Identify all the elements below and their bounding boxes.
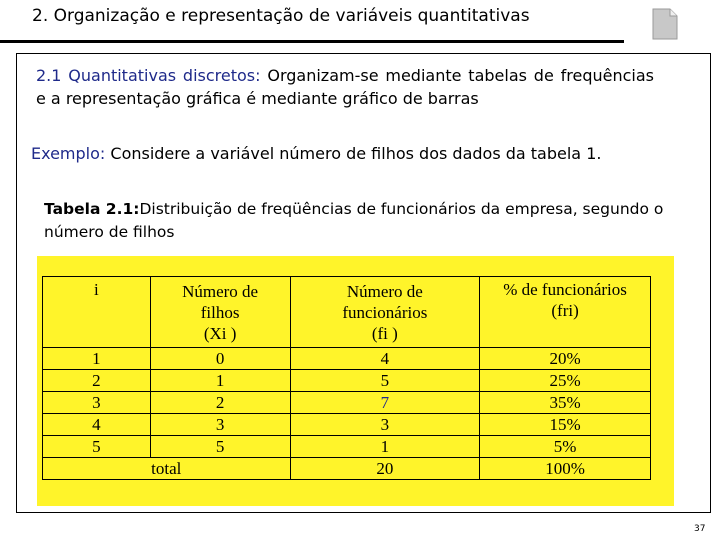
intro-paragraph xyxy=(36,64,654,110)
cell: 4 xyxy=(290,348,480,370)
cell: 2 xyxy=(43,370,151,392)
cell: 5 xyxy=(150,436,290,458)
total-percent: 100% xyxy=(480,458,651,480)
cell: 3 xyxy=(150,414,290,436)
cell-highlighted: 7 xyxy=(290,392,480,414)
cell: 4 xyxy=(43,414,151,436)
cell: 20% xyxy=(480,348,651,370)
cell: 5 xyxy=(43,436,151,458)
document-icon xyxy=(652,8,678,40)
intro-heading: 2.1 Quantitativas discretos: xyxy=(36,66,261,85)
intro-text: Organizam-se mediante tabelas de frequências e a representação gráfica é mediante gráfico de barras xyxy=(36,66,654,108)
table-total-row xyxy=(43,458,651,480)
header-cell-percent: % de funcionários (fri) xyxy=(480,277,651,348)
cell: 35% xyxy=(480,392,651,414)
cell: 1 xyxy=(150,370,290,392)
cell: 15% xyxy=(480,414,651,436)
example-text: Considere a variável número de filhos dos dados da tabela 1. xyxy=(110,144,602,163)
cell: 3 xyxy=(43,392,151,414)
cell: 0 xyxy=(150,348,290,370)
cell: 5 xyxy=(290,370,480,392)
header-cell-i: i xyxy=(43,277,151,348)
total-label: total xyxy=(43,458,291,480)
cell: 5% xyxy=(480,436,651,458)
cell: 1 xyxy=(290,436,480,458)
page-number: 37 xyxy=(694,524,706,534)
cell: 3 xyxy=(290,414,480,436)
header-cell-employees: Número de funcionários (fi ) xyxy=(290,277,480,348)
table-row xyxy=(43,414,651,436)
table-header-row xyxy=(43,277,651,348)
example-label: Exemplo: xyxy=(31,144,106,163)
cell: 2 xyxy=(150,392,290,414)
cell: 25% xyxy=(480,370,651,392)
slide-title: 2. Organização e representação de variáveis quantitativas xyxy=(32,6,530,26)
total-count: 20 xyxy=(290,458,480,480)
table-row xyxy=(43,370,651,392)
header-cell-children: Número de filhos (Xi ) xyxy=(150,277,290,348)
table-row xyxy=(43,392,651,414)
table-row xyxy=(43,348,651,370)
table-row xyxy=(43,436,651,458)
cell: 1 xyxy=(43,348,151,370)
frequency-table xyxy=(42,276,651,480)
caption-text: Distribuição de freqüências de funcionários da empresa, segundo o número de filhos xyxy=(44,200,664,241)
table-caption xyxy=(44,198,694,244)
title-rule xyxy=(0,40,624,43)
caption-label: Tabela 2.1: xyxy=(44,200,140,218)
example-line xyxy=(31,144,601,163)
